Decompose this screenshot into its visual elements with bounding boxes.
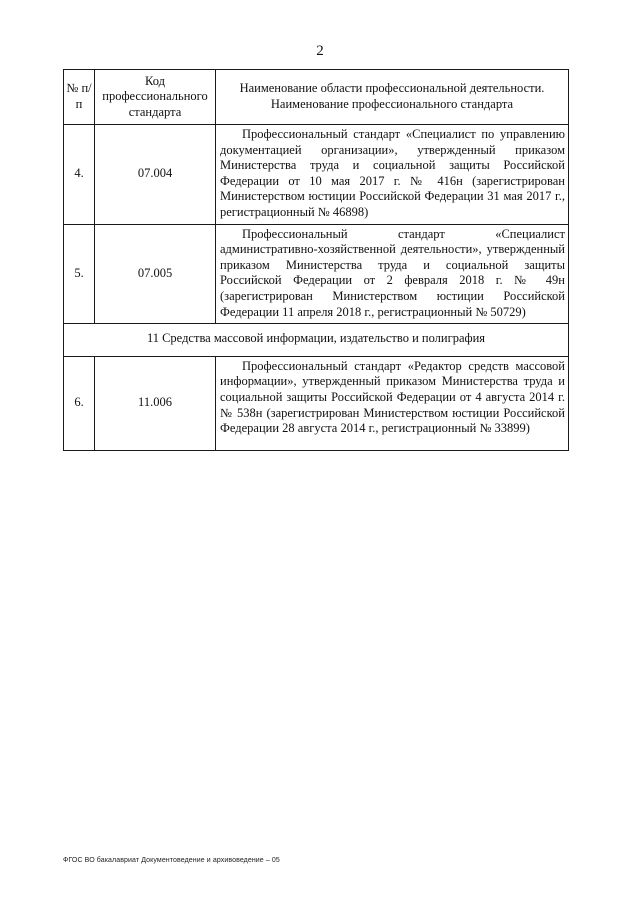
header-code: Код профессионального стандарта xyxy=(95,70,216,125)
professional-standards-table xyxy=(63,69,569,451)
section-heading: 11 Средства массовой информации, издательство и полиграфия xyxy=(64,324,569,357)
row-number: 6. xyxy=(64,356,95,450)
header-name: Наименование области профессиональной деятельности. Наименование профессионального стандарта xyxy=(216,70,569,125)
document-footer: ФГОС ВО бакалавриат Документоведение и архивоведение – 05 xyxy=(63,857,280,864)
header-num: № п/п xyxy=(64,70,95,125)
standard-description-text: Профессиональный стандарт «Специалист административно-хозяйственной деятельности», утвержденный приказом Министерства труда и социальной защиты Российской Федерации от 2 февраля 2018 г. № 49н (зарегистрирован Министерством юстиции Российской Федерации 11 апреля 2018 г., регистрационный № 50729) xyxy=(220,226,565,319)
section-row xyxy=(64,324,569,357)
table-row xyxy=(64,224,569,324)
standard-description-text: Профессиональный стандарт «Специалист по управлению документацией организации», утвержденный приказом Министерства труда и социальной защиты Российской Федерации от 10 мая 2017 г. № 416н (зарегистрирован Министерством юстиции Российской Федерации 31 мая 2017 г., регистрационный № 46898) xyxy=(220,127,565,219)
standard-code: 07.004 xyxy=(95,125,216,225)
standard-description xyxy=(216,125,569,225)
table-row xyxy=(64,125,569,225)
page-number: 2 xyxy=(316,43,324,59)
table-row xyxy=(64,356,569,450)
standard-code: 11.006 xyxy=(95,356,216,450)
table-header-row xyxy=(64,70,569,125)
standard-description xyxy=(216,224,569,324)
row-number: 5. xyxy=(64,224,95,324)
row-number: 4. xyxy=(64,125,95,225)
standard-code: 07.005 xyxy=(95,224,216,324)
standard-description xyxy=(216,356,569,450)
standard-description-text: Профессиональный стандарт «Редактор средств массовой информации», утвержденный приказом Министерства труда и социальной защиты Российской Федерации от 4 августа 2014 г. № 538н (зарегистрирован Министерством юстиции Российской Федерации 28 августа 2014 г., регистрационный № 33899) xyxy=(220,358,565,436)
